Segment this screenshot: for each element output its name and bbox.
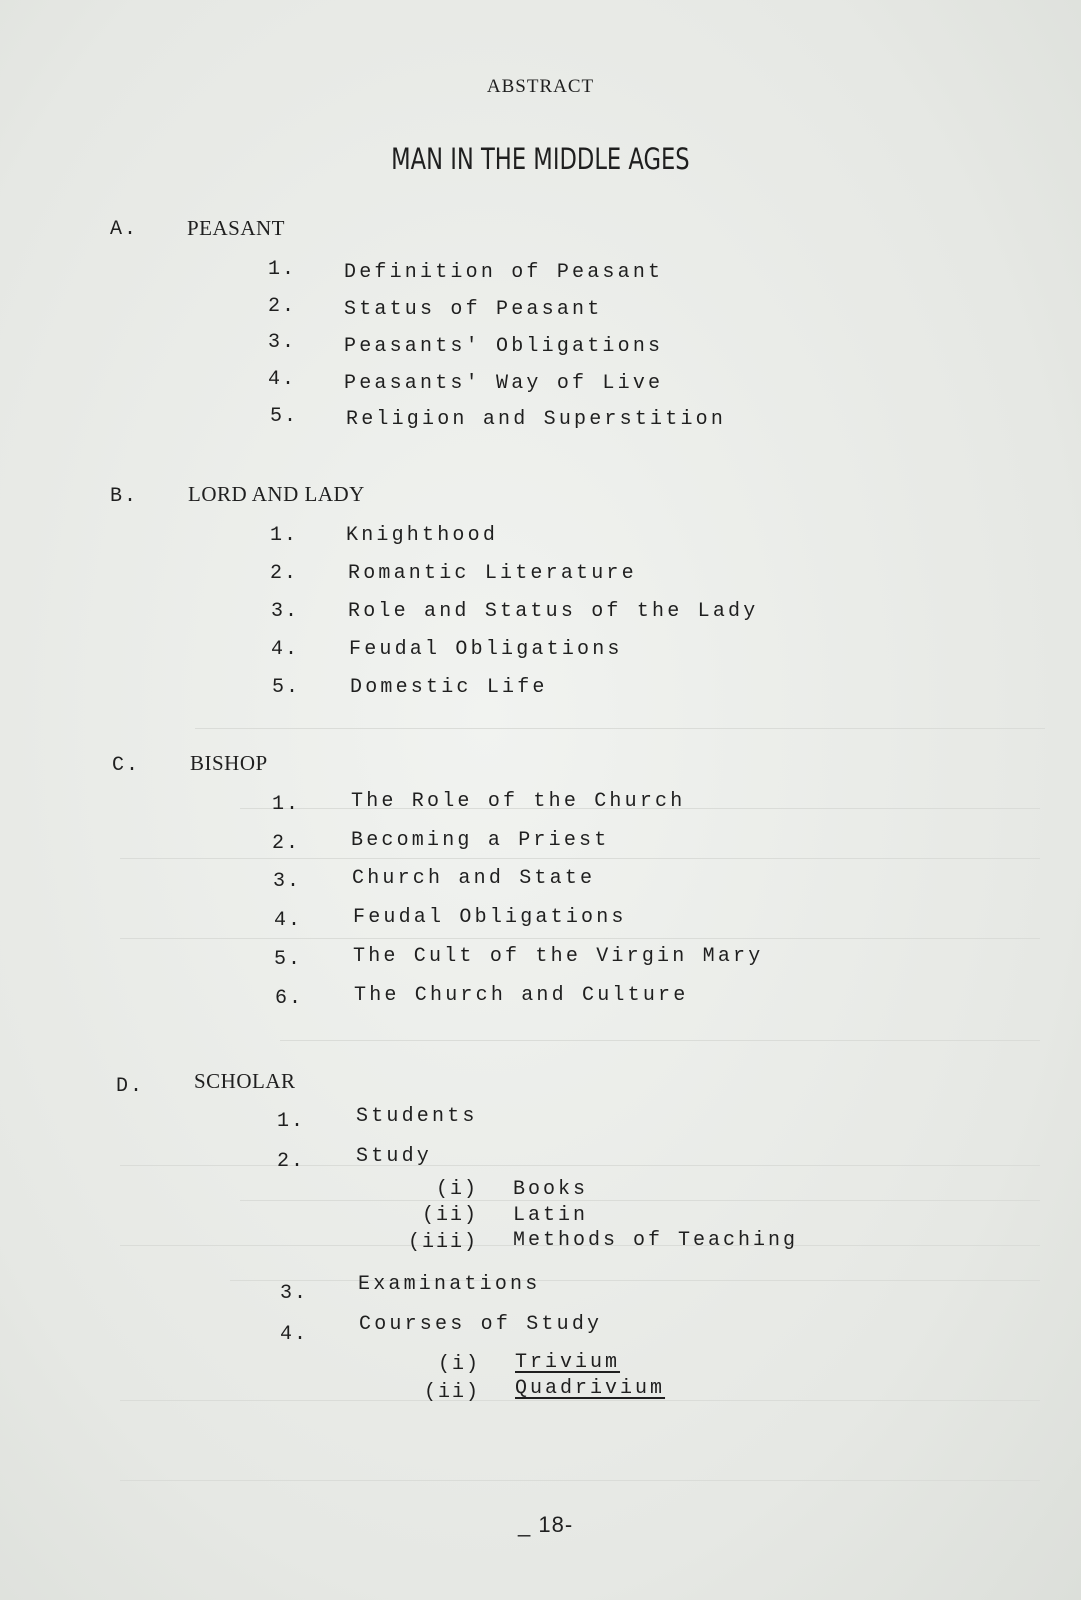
subitem-number: (i): [437, 1353, 480, 1376]
list-item: The Role of the Church: [351, 790, 686, 813]
list-item: Knighthood: [346, 524, 499, 547]
item-number: 3.: [271, 600, 300, 623]
list-item: Peasants' Obligations: [344, 335, 664, 358]
list-item: Examinations: [358, 1273, 541, 1296]
section-title: LORD AND LADY: [188, 482, 365, 506]
list-item: Religion and Superstition: [346, 408, 727, 431]
item-number: 2.: [277, 1150, 306, 1173]
item-number: 5.: [270, 405, 299, 428]
page-number: _ 18-: [518, 1512, 574, 1537]
subitem-number: (ii): [421, 1204, 478, 1227]
list-item: Students: [356, 1105, 478, 1128]
list-item: Feudal Obligations: [349, 638, 623, 661]
item-number: 5.: [272, 676, 301, 699]
list-item: Becoming a Priest: [351, 829, 610, 852]
item-number: 1.: [270, 524, 299, 547]
showthrough-line: [240, 1200, 1040, 1201]
list-item: Feudal Obligations: [353, 906, 627, 929]
section-title: PEASANT: [187, 216, 286, 240]
item-number: 2.: [272, 832, 301, 855]
showthrough-line: [120, 938, 1040, 939]
item-number: 4.: [268, 368, 297, 391]
sub-list-item: Trivium: [515, 1351, 621, 1374]
item-number: 4.: [271, 638, 300, 661]
item-number: 2.: [270, 562, 299, 585]
list-item: The Cult of the Virgin Mary: [353, 945, 764, 968]
sub-list-item: Methods of Teaching: [513, 1229, 799, 1252]
item-number: 1.: [268, 258, 297, 281]
section-title: BISHOP: [190, 751, 268, 775]
showthrough-line: [280, 1040, 1040, 1041]
item-number: 4.: [274, 909, 303, 932]
showthrough-line: [120, 1165, 1040, 1166]
page-title: MAN IN THE MIDDLE AGES: [391, 142, 690, 176]
list-item: Role and Status of the Lady: [348, 600, 759, 623]
list-item: The Church and Culture: [354, 984, 689, 1007]
subitem-number: (i): [435, 1178, 478, 1201]
item-number: 2.: [268, 295, 297, 318]
list-item: Romantic Literature: [348, 562, 637, 585]
list-item: Definition of Peasant: [344, 261, 664, 284]
abstract-label: ABSTRACT: [486, 76, 595, 97]
sub-list-item: Books: [513, 1178, 589, 1201]
item-number: 1.: [277, 1110, 306, 1133]
list-item: Study: [356, 1145, 433, 1168]
item-number: 4.: [280, 1323, 309, 1346]
sub-list-item: Latin: [513, 1204, 589, 1227]
item-number: 5.: [274, 948, 303, 971]
list-item: Domestic Life: [350, 676, 548, 699]
list-item: Church and State: [352, 867, 596, 890]
section-letter: C.: [112, 754, 141, 777]
showthrough-line: [230, 1280, 1040, 1281]
section-letter: D.: [116, 1075, 145, 1098]
subitem-number: (ii): [423, 1381, 480, 1404]
section-letter: B.: [110, 485, 139, 508]
item-number: 6.: [275, 987, 304, 1010]
item-number: 3.: [273, 870, 302, 893]
section-title: SCHOLAR: [194, 1069, 296, 1093]
list-item: Status of Peasant: [344, 298, 603, 321]
showthrough-line: [120, 1400, 1040, 1401]
showthrough-line: [195, 728, 1045, 729]
list-item: Courses of Study: [359, 1313, 603, 1336]
showthrough-line: [120, 858, 1040, 859]
section-letter: A.: [110, 218, 139, 241]
showthrough-line: [120, 1480, 1040, 1481]
item-number: 1.: [272, 793, 301, 816]
list-item: Peasants' Way of Live: [344, 372, 664, 395]
subitem-number: (iii): [407, 1231, 478, 1254]
item-number: 3.: [280, 1282, 309, 1305]
sub-list-item: Quadrivium: [515, 1377, 666, 1400]
item-number: 3.: [268, 331, 297, 354]
